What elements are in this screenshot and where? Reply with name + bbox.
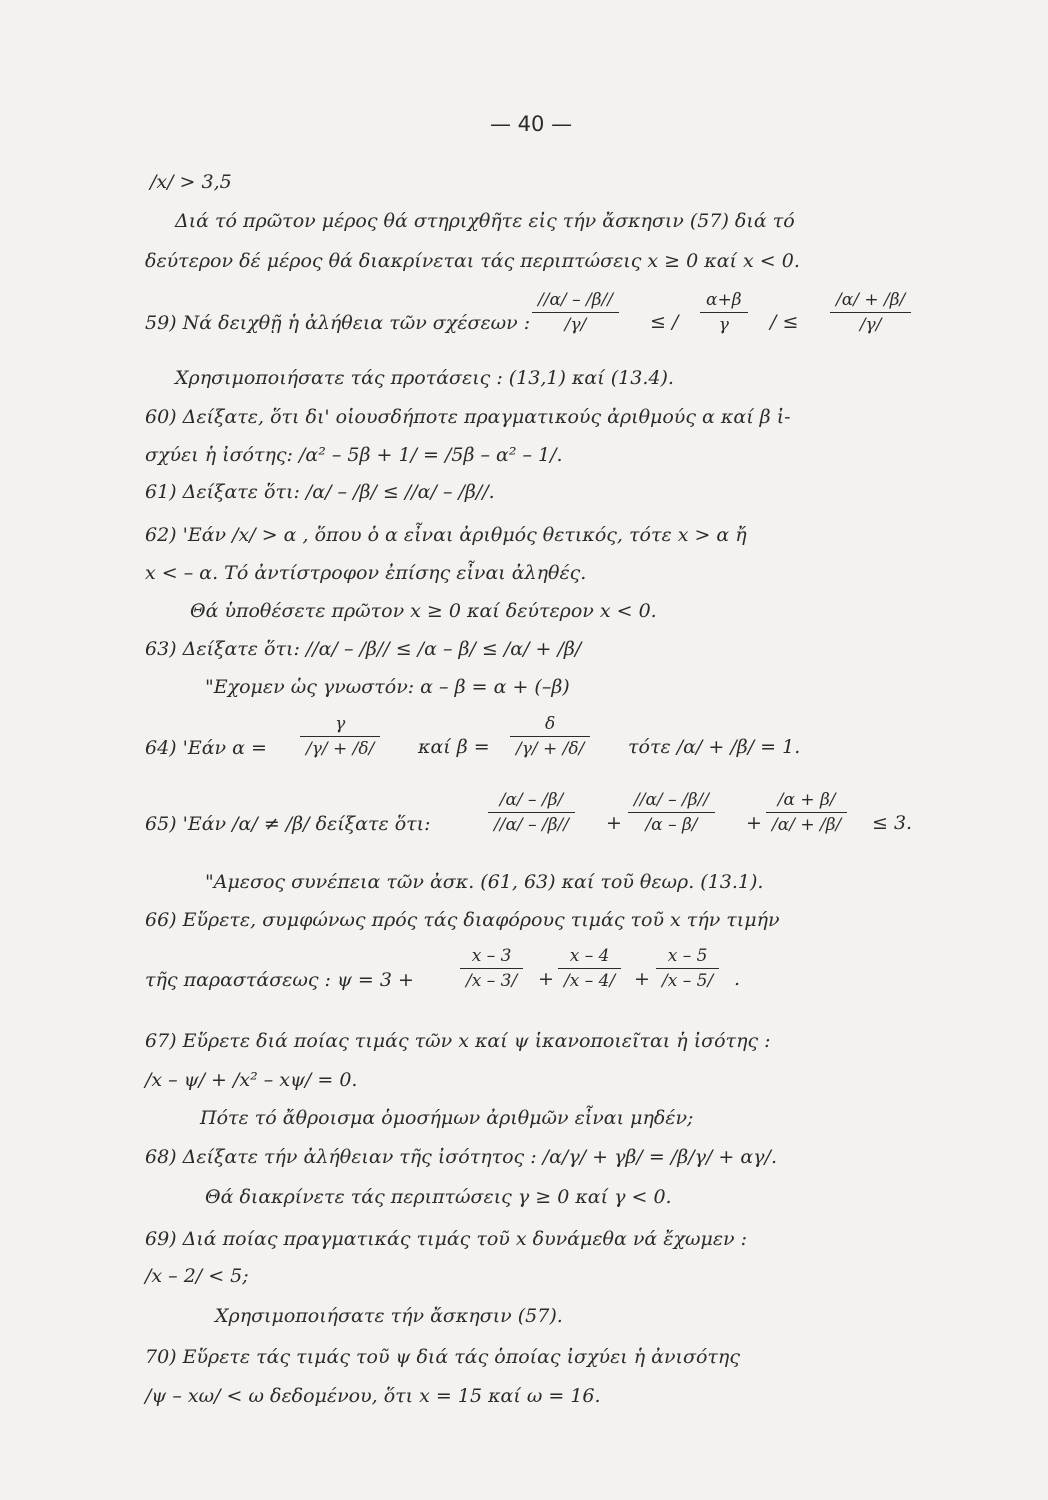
text-line: Χρησιμοποιήσατε τάς προτάσεις : (13,1) καί (13.4).: [175, 367, 674, 389]
text-line: σχύει ἡ ἰσότης: /α² – 5β + 1/ = /5β – α² – 1/.: [145, 444, 563, 466]
denominator: /γ/: [564, 315, 587, 335]
fraction-bar: [532, 312, 619, 313]
text-line: /x/ > 3,5: [150, 171, 232, 193]
numerator: α+β: [706, 290, 742, 310]
operator: τότε /α/ + /β/ = 1.: [628, 736, 801, 758]
text-line: x < – α. Τό ἀντίστροφον ἐπίσης εἶναι ἀληθές.: [145, 562, 587, 584]
denominator: /x – 3/: [466, 971, 518, 991]
operator: +: [746, 812, 762, 834]
denominator: /γ/ + /δ/: [306, 739, 375, 759]
fraction-bar: [460, 968, 523, 969]
fraction: [700, 290, 748, 335]
fraction-bar: [700, 312, 748, 313]
text-line: δεύτερον δέ μέρος θά διακρίνεται τάς περιπτώσεις x ≥ 0 καί x < 0.: [145, 250, 800, 272]
operator: / ≤: [770, 311, 799, 333]
text-line: 60) Δείξατε, ὅτι δι' οἱουσδήποτε πραγματικούς ἀριθμούς α καί β ἰ-: [145, 406, 791, 428]
fraction: [656, 946, 719, 991]
fraction-bar: [558, 968, 621, 969]
fraction: [830, 290, 911, 335]
text-line: 67) Εὕρετε διά ποίας τιμάς τῶν x καί ψ ἱκανοποιεῖται ἡ ἰσότης :: [145, 1030, 771, 1052]
numerator: //α/ – /β//: [538, 290, 613, 310]
text-line: "Αμεσος συνέπεια τῶν ἀσκ. (61, 63) καί τοῦ θεωρ. (13.1).: [205, 871, 764, 893]
denominator: /α – β/: [645, 815, 698, 835]
fraction: [510, 714, 590, 759]
fraction-bar: [656, 968, 719, 969]
operator: +: [606, 812, 622, 834]
fraction: [532, 290, 619, 335]
numerator: /α + β/: [777, 790, 836, 810]
operator: +: [634, 968, 650, 990]
operator: ≤ /: [650, 311, 679, 333]
operator: ≤ 3.: [872, 812, 913, 834]
text-line: /ψ – xω/ < ω δεδομένου, ὅτι x = 15 καί ω = 16.: [145, 1385, 601, 1407]
numerator: /α/ + /β/: [836, 290, 906, 310]
text-line: "Εχομεν ὡς γνωστόν: α – β = α + (–β): [205, 676, 570, 698]
problem-59-label: 59) Νά δειχθῇ ἡ ἀλήθεια τῶν σχέσεων :: [145, 312, 531, 334]
text-line: 63) Δείξατε ὅτι: //α/ – /β// ≤ /α – β/ ≤ /α/ + /β/: [145, 638, 582, 660]
numerator: x – 5: [667, 946, 708, 966]
operator: καί β =: [418, 736, 490, 758]
fraction-bar: [766, 812, 847, 813]
denominator: /x – 5/: [662, 971, 714, 991]
text-line: Θά διακρίνετε τάς περιπτώσεις γ ≥ 0 καί γ < 0.: [205, 1186, 672, 1208]
fraction-bar: [830, 312, 911, 313]
text-line: 61) Δείξατε ὅτι: /α/ – /β/ ≤ //α/ – /β//.: [145, 481, 495, 503]
fraction-bar: [628, 812, 715, 813]
text-line: 68) Δείξατε τήν ἀλήθειαν τῆς ἰσότητος : /α/γ/ + γβ/ = /β/γ/ + αγ/.: [145, 1146, 777, 1168]
denominator: /α/ + /β/: [772, 815, 842, 835]
denominator: γ: [718, 315, 729, 335]
numerator: γ: [335, 714, 346, 734]
page-number: — 40 —: [490, 112, 573, 136]
text-line: 69) Διά ποίας πραγματικάς τιμάς τοῦ x δυνάμεθα νά ἔχωμεν :: [145, 1228, 748, 1250]
fraction: [766, 790, 847, 835]
text-line: Διά τό πρῶτον μέρος θά στηριχθῆτε εἰς τήν ἄσκησιν (57) διά τό: [175, 210, 795, 232]
denominator: /x – 4/: [564, 971, 616, 991]
text-line: Χρησιμοποιήσατε τήν ἄσκησιν (57).: [215, 1305, 563, 1327]
denominator: /γ/ + /δ/: [516, 739, 585, 759]
fraction: [558, 946, 621, 991]
numerator: δ: [545, 714, 556, 734]
text-line: 70) Εὕρετε τάς τιμάς τοῦ ψ διά τάς ὁποίας ἰσχύει ἡ ἀνισότης: [145, 1346, 740, 1368]
numerator: x – 3: [471, 946, 512, 966]
operator: +: [538, 968, 554, 990]
fraction-bar: [510, 736, 590, 737]
fraction-bar: [488, 812, 575, 813]
fraction: [628, 790, 715, 835]
text-line: 66) Εὕρετε, συμφώνως πρός τάς διαφόρους τιμάς τοῦ x τήν τιμήν: [145, 909, 780, 931]
text-line: 62) 'Εάν /x/ > α , ὅπου ὁ α εἶναι ἀριθμός θετικός, τότε x > α ἤ: [145, 524, 747, 546]
denominator: /γ/: [859, 315, 882, 335]
operator: .: [734, 968, 741, 990]
numerator: //α/ – /β//: [634, 790, 709, 810]
text-line: Θά ὑποθέσετε πρῶτον x ≥ 0 καί δεύτερον x < 0.: [190, 600, 657, 622]
numerator: x – 4: [569, 946, 610, 966]
text-line: /x – 2/ < 5;: [145, 1265, 249, 1287]
fraction: [460, 946, 523, 991]
problem-66-label: τῆς παραστάσεως : ψ = 3 +: [145, 969, 414, 991]
text-line: Πότε τό ἄθροισμα ὁμοσήμων ἀριθμῶν εἶναι μηδέν;: [200, 1107, 694, 1129]
fraction: [300, 714, 380, 759]
fraction-bar: [300, 736, 380, 737]
numerator: /α/ – /β/: [499, 790, 564, 810]
denominator: //α/ – /β//: [494, 815, 569, 835]
text-line: /x – ψ/ + /x² – xψ/ = 0.: [145, 1069, 358, 1091]
fraction: [488, 790, 575, 835]
problem-65-label: 65) 'Εάν /α/ ≠ /β/ δείξατε ὅτι:: [145, 813, 431, 835]
problem-64-label: 64) 'Εάν α =: [145, 737, 267, 759]
